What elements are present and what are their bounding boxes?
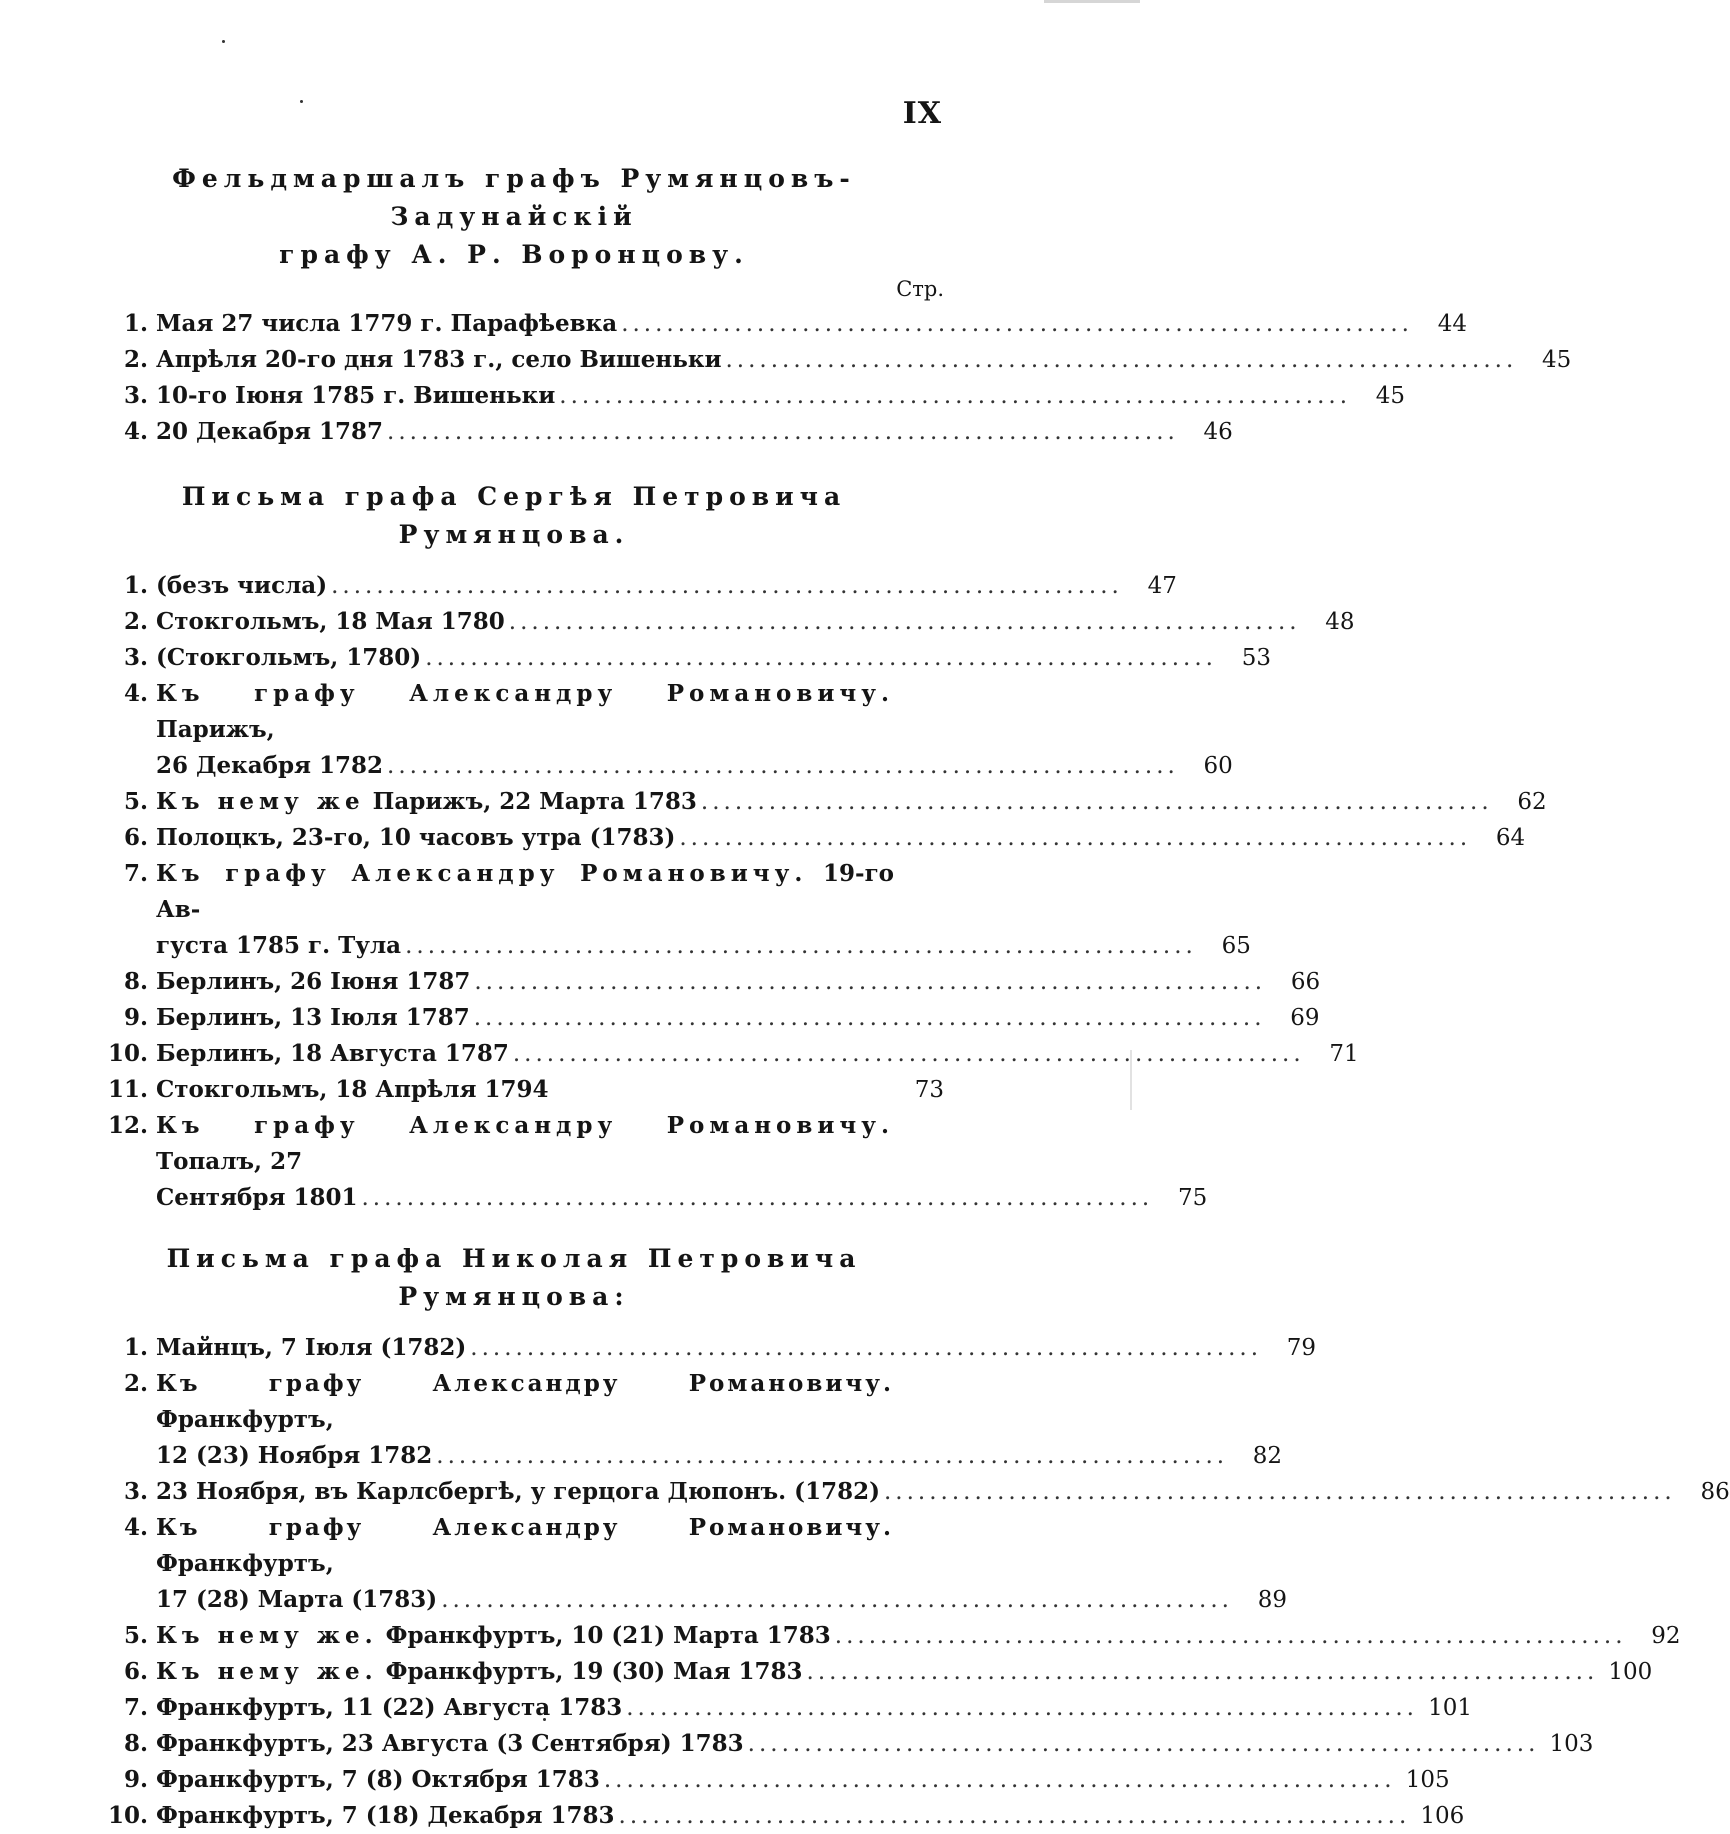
toc-entry [84,1366,944,1438]
entry-text: Франкфуртъ, 23 Августа (3 Сентября) 1783 [156,1730,744,1757]
dot-leader: ...................................................................... [508,609,1301,635]
entry-page: 45 [1375,383,1406,409]
toc-entry [84,820,1526,856]
entry-page: 64 [1495,825,1526,851]
entry-page: 100 [1608,1659,1653,1685]
dot-leader: ...................................................................... [618,1803,1411,1829]
toc-entry-continuation [84,1582,1287,1618]
entry-lead: Къ графу Александру Романовичу. [156,860,808,887]
entry-text: Франкфуртъ, 7 (8) Октября 1783 [156,1766,600,1793]
table-of-contents [84,160,1730,1834]
entry-text: Апрѣля 20-го дня 1783 г., село Вишеньки [156,346,722,373]
toc-entry [84,1762,1450,1798]
toc-entry [84,856,944,928]
dot-leader: ...................................................................... [747,1731,1540,1757]
toc-entry [84,1474,1730,1510]
entry-number: 4. [123,418,148,445]
entry-text: Франкфуртъ, 11 (22) Августа 1783 [156,1694,623,1721]
entry-number: 3. [123,644,148,671]
entry-number: 3. [123,1478,148,1505]
entry-number: 12. [107,1112,148,1139]
toc-entry [84,1654,1653,1690]
entry-number: 7. [123,1694,148,1721]
dot-leader: ...................................................................... [559,383,1352,409]
entry-place: 19-го Ав- [156,860,895,923]
entry-page: 69 [1290,1005,1320,1031]
entry-number: 1. [123,1334,148,1361]
entry-lead: Къ графу Александру Романовичу. [156,1112,894,1139]
dot-leader: ...................................................................... [700,789,1493,815]
section-rumyantsev-zadunaisky [84,160,1572,450]
dot-leader: ...................................................................... [621,311,1413,337]
entry-lead: Къ графу Александру Романовичу. [156,680,894,707]
toc-entry [84,1798,1465,1834]
entry-page: 71 [1329,1041,1359,1067]
scan-speck [222,40,225,43]
entry-text: Стокгольмъ, 18 Апрѣля 1794 [156,1076,549,1103]
dot-leader: ...................................................................... [806,1659,1599,1685]
dot-leader: ...................................................................... [387,753,1179,779]
dot-leader: ...................................................................... [473,1005,1266,1031]
dot-leader: ...................................................................... [883,1479,1676,1505]
entry-text-continued: Сентября 1801 [156,1184,358,1211]
entry-text: Берлинъ, 26 Іюня 1787 [156,968,471,995]
entry-page: 105 [1405,1767,1450,1793]
entry-page: 66 [1290,969,1321,995]
entry-page: 89 [1257,1587,1287,1613]
entry-lead: Къ нему же. [156,1658,378,1685]
entry-text [156,1366,894,1438]
entry-number: 2. [123,608,148,635]
entry-text: Франкфуртъ, 19 (30) Мая 1783 [385,1658,803,1685]
entry-text: 23 Ноября, въ Карлсбергѣ, у герцога Дюпонъ. (1782) [156,1478,880,1505]
section-title: Письма графа Сергѣя Петровича Румянцова. [181,482,847,549]
entry-page: 46 [1203,419,1233,445]
entry-page: 45 [1542,347,1572,373]
entry-text [156,856,894,928]
entry-page: 101 [1428,1695,1472,1721]
toc-entry [84,1108,944,1180]
dot-leader: ...................................................................... [512,1041,1305,1067]
toc-entry [84,1618,1681,1654]
dot-leader: ...................................................................... [834,1623,1627,1649]
entry-number: 7. [123,860,148,887]
entry-text: Парижъ, 22 Марта 1783 [372,788,697,815]
toc-entry [84,640,1271,676]
entry-number: 11. [107,1076,148,1103]
dot-leader: ...................................................................... [441,1587,1233,1613]
entry-number: 5. [123,1622,148,1649]
toc-entry [84,1330,1317,1366]
toc-entry [84,1510,944,1582]
dot-leader: ...................................................................... [331,573,1123,599]
toc-entry-continuation [84,748,1233,784]
dot-leader: ...................................................................... [626,1695,1418,1721]
section-title-line2: графу А. Р. Воронцову. [279,240,749,269]
entry-text: Франкфуртъ, 7 (18) Декабря 1783 [156,1802,615,1829]
entry-number: 4. [123,1514,148,1541]
entry-text: 20 Декабря 1787 [156,418,384,445]
entry-text: (безъ числа) [156,572,328,599]
entry-number: 9. [123,1004,148,1031]
entry-text: Стокгольмъ, 18 Мая 1780 [156,608,505,635]
entry-lead: Къ нему же. [156,1622,378,1649]
entry-number: 2. [123,1370,148,1397]
entry-page: 62 [1517,789,1547,815]
dot-leader: ...................................................................... [679,825,1472,851]
entry-text [156,1108,894,1180]
entry-lead: Къ графу Александру Романовичу. [156,1514,894,1541]
entry-text: Полоцкъ, 23-го, 10 часовъ утра (1783) [156,824,676,851]
dot-leader: ...................................................................... [436,1443,1229,1469]
entry-page: 103 [1549,1731,1594,1757]
entry-text [156,1510,894,1582]
toc-entry-continuation [84,1438,1283,1474]
page-column-label: Стр. [896,277,944,301]
entry-number: 8. [123,1730,148,1757]
entry-text: (Стокгольмъ, 1780) [156,644,422,671]
entry-page: 86 [1700,1479,1730,1505]
entry-number: 10. [107,1040,148,1067]
entry-place: Парижъ, [156,716,275,743]
entry-text [156,676,894,748]
dot-leader: ...................................................................... [425,645,1217,671]
dot-leader: ...................................................................... [361,1185,1154,1211]
toc-entry-continuation [84,1180,1208,1216]
toc-entry [84,378,1406,414]
entry-number: 4. [123,680,148,707]
entry-page: 92 [1651,1623,1681,1649]
entry-number: 1. [123,572,148,599]
toc-entry [84,964,1321,1000]
entry-page: 60 [1203,753,1233,779]
toc-entry [84,1690,1472,1726]
toc-entry [84,784,1547,820]
entry-lead: Къ нему же [156,788,365,815]
toc-entry [84,1000,1320,1036]
entry-number: 8. [123,968,148,995]
entry-page: 44 [1437,311,1467,337]
entry-number: 6. [123,824,148,851]
entry-number: 10. [107,1802,148,1829]
dot-leader: ...................................................................... [603,1767,1396,1793]
dot-leader: ...................................................................... [405,933,1197,959]
entry-place: Франкфуртъ, [156,1406,334,1433]
entry-text-continued: 17 (28) Марта (1783) [156,1586,438,1613]
entry-number: 9. [123,1766,148,1793]
toc-entry [84,604,1355,640]
entry-place: Франкфуртъ, [156,1550,334,1577]
entry-text: Майнцъ, 7 Іюля (1782) [156,1334,467,1361]
scan-edge-rule [1044,0,1140,3]
entry-page: 82 [1252,1443,1283,1469]
entry-text-continued: 12 (23) Ноября 1782 [156,1442,433,1469]
entry-page: 47 [1147,573,1177,599]
dot-leader: ...................................................................... [474,969,1267,995]
entry-text: Берлинъ, 13 Іюля 1787 [156,1004,470,1031]
dot-leader: ...................................................................... [387,419,1179,445]
entry-text-continued: 26 Декабря 1782 [156,752,384,779]
toc-entry [84,1036,1359,1072]
entry-page: 106 [1420,1803,1465,1829]
entry-text: 10-го Іюня 1785 г. Вишеньки [156,382,556,409]
toc-entry [84,414,1233,450]
toc-entry [84,306,1467,342]
entry-number: 5. [123,788,148,815]
entry-number: 3. [123,382,148,409]
section-title: Фельдмаршалъ графъ Румянцовъ-Задунайскій [172,164,856,231]
entry-place: Топалъ, 27 [156,1148,303,1175]
dot-leader: ...................................................................... [470,1335,1263,1361]
toc-entry-continuation [84,928,1251,964]
entry-page: 65 [1221,933,1251,959]
entry-text: Берлинъ, 18 Августа 1787 [156,1040,509,1067]
entry-page: 79 [1286,1335,1317,1361]
section-title: Письма графа Николая Петровича Румянцова: [166,1244,862,1311]
toc-entry [84,1726,1594,1762]
entry-page: 75 [1177,1185,1208,1211]
section-nikolai-rumyantsov [84,1240,1730,1834]
entry-number: 6. [123,1658,148,1685]
section-sergei-rumyantsov [84,478,1547,1216]
entry-lead: Къ графу Александру Романовичу. [156,1370,894,1397]
entry-text: Франкфуртъ, 10 (21) Марта 1783 [385,1622,831,1649]
toc-entry [84,568,1177,604]
entry-page: 48 [1325,609,1355,635]
entry-number: 1. [123,310,148,337]
scan-speck [300,100,303,103]
toc-entry [84,676,944,748]
toc-entry [84,1072,944,1108]
page-number: IX [902,96,942,131]
entry-number: 2. [123,346,148,373]
entry-text: Мая 27 числа 1779 г. Парафѣевка [156,310,618,337]
entry-page: 53 [1241,645,1271,671]
entry-page: 73 [914,1077,944,1103]
toc-entry [84,342,1572,378]
dot-leader: ...................................................................... [725,347,1518,373]
entry-text-continued: густа 1785 г. Тула [156,932,402,959]
